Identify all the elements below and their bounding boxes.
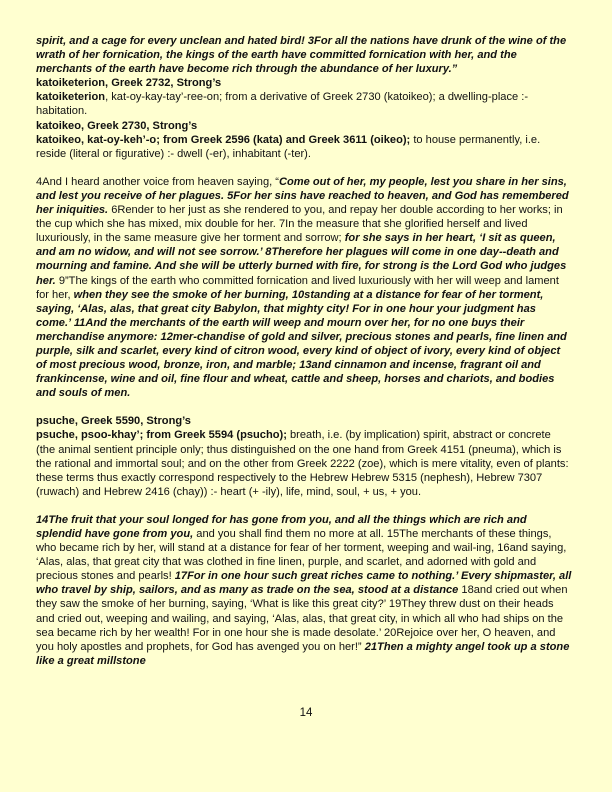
scripture-emphasis: when they see the smoke of her burning, 10standing at a distance for fear of her torment, saying, ‘Alas, alas, that great city Babylon, that mighty city! For in one hour your judgment has come.’ 11And the merchants of the earth will weep and mourn over her, for no one buys their merchandise anymore: 12mer-chandise of gold and silver, precious stones and pearls, fine linen and purple, silk and scarlet, every kind of citron wood, every kind of object of ivory, every kind of object of most precious wood, bronze, iron, and marble; 13and cinnamon and incense, fragrant oil and frankincense, wine and oil, fine flour and wheat, cattle and sheep, horses and chariots, and bodies and souls of men. (36, 288, 567, 400)
word-study-definition (36, 133, 572, 161)
word-study-definition (36, 90, 572, 118)
paragraph-gap (36, 161, 572, 175)
word-study-heading: katoiketerion, Greek 2732, Strong’s (36, 77, 222, 90)
word-study-term: psuche, psoo-khay’; from Greek 5594 (psucho); (36, 429, 287, 442)
definition-text: , kat-oy-kay-tay’-ree-on; from a derivative of Greek 2730 (katoikeo); a dwelling-place :- habitation. (36, 91, 529, 118)
definition-text: to house permanently, i.e. reside (literal or figurative) :- dwell (-er), inhabitant (-ter). (36, 133, 541, 160)
word-study-psuche (36, 414, 572, 499)
definition-text: breath, i.e. (by implication) spirit, abstract or concrete (the animal sentient principle only; thus distinguished on the one hand from Greek 4151 (pneuma), which is the rational and immortal soul; and on the other from Greek 2222 (zoe), which is mere vitality, even of plants: these terms thus exactly correspond respectively to the Hebrew Hebrew 5315 (nephesh), Hebrew 7307 (ruwach) and Hebrew 2416 (chay)) :- heart (+ -ily), life, mind, soul, + us, + you. (36, 429, 569, 498)
scripture-emphasis: Come out of her, my people, lest you share in her sins, and lest you receive of her plagues. 5For her sins have reached to heaven, and God has remembered her iniquities. (36, 175, 569, 217)
scripture-emphasis: for she says in her heart, ‘I sit as queen, and am no widow, and will not see sorrow.’ 8Therefore her plagues will come in one day--death and mourning and famine. And she will be utterly burned with fire, for strong is the Lord God who judges her. (36, 232, 567, 287)
scripture-emphasis: 14The fruit that your soul longed for has gone from you, and all the things which are rich and splendid have gone from you, (36, 513, 527, 540)
paragraph-gap (36, 400, 572, 414)
scripture-text: 18and cried out when they saw the smoke of her burning, saying, ‘What is like this great city?’ 19They threw dust on their heads and cried out, weeping and wailing, and saying, ‘Alas, alas, that great city, in which all who had ships on the sea became rich by her wealth! For in one hour she is made desolate.’ 20Rejoice over her, O heaven, and you holy apostles and prophets, for God has avenged you on her!” (36, 584, 568, 653)
scripture-emphasis: 21Then a mighty angel took up a stone like a great millstone (36, 640, 570, 667)
scripture-passage-1 (36, 34, 572, 76)
scripture-text: and you shall find them no more at all. 15The merchants of these things, who became rich by her, will stand at a distance for fear of her torment, weeping and wail-ing, 16and saying, ‘Alas, alas, that great city that was clothed in fine linen, purple, and scarlet, and adorned with gold and precious stones and pearls! (36, 528, 567, 583)
scripture-text: 4And I heard another voice from heaven saying, “ (36, 175, 279, 188)
scripture-passage-3 (36, 513, 572, 668)
word-study-term: katoiketerion (36, 91, 106, 104)
word-study-katoiketerion (36, 76, 572, 118)
page-number: 14 (299, 707, 313, 719)
scripture-text: 6Render to her just as she rendered to you, and repay her double according to her works; in the cup which she has mixed, mix double for her. 7In the measure that she glorified herself and lived luxuriously, in the same measure give her torment and sorrow; (36, 204, 563, 245)
word-study-definition (36, 428, 572, 498)
word-study-term: katoikeo, kat-oy-keh’-o; from Greek 2596 (kata) and Greek 3611 (oikeo); (36, 133, 411, 146)
scripture-emphasis: 17For in one hour such great riches came to nothing.’ Every shipmaster, all who travel by ship, sailors, and as many as trade on the sea, stood at a distance (36, 570, 572, 597)
word-study-heading: psuche, Greek 5590, Strong’s (36, 415, 191, 428)
scripture-text: 9”The kings of the earth who committed fornication and lived luxuriously with her will weep and lament for her, (36, 274, 559, 301)
scripture-passage-2 (36, 175, 572, 401)
word-study-katoikeo (36, 119, 572, 161)
paragraph-gap (36, 499, 572, 513)
word-study-heading: katoikeo, Greek 2730, Strong’s (36, 119, 198, 132)
scripture-emphasis: spirit, and a cage for every unclean and hated bird! 3For all the nations have drunk of the wine of the wrath of her fornication, the kings of the earth have committed fornication with her, and the merchants of the earth have become rich through the abundance of her luxury.” (36, 35, 567, 76)
